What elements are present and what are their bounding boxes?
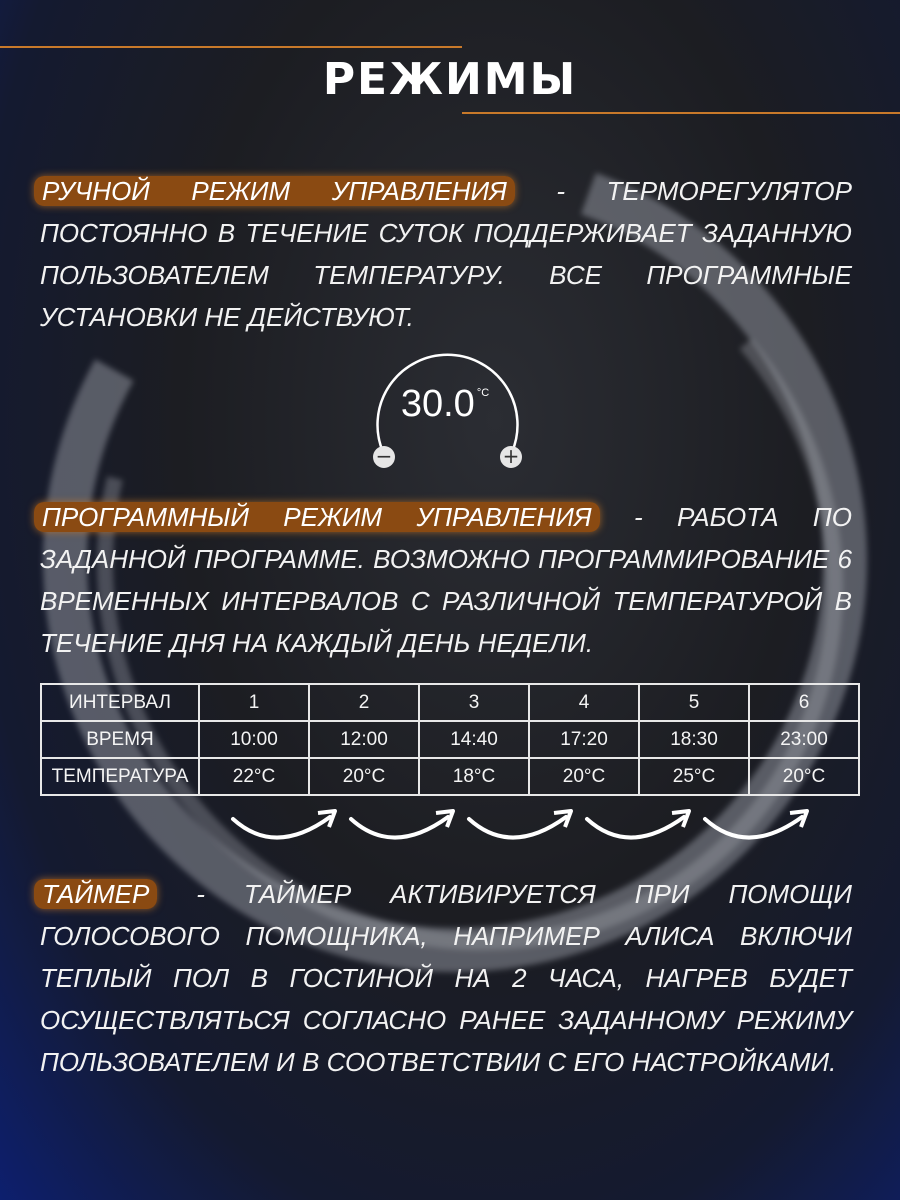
time-cell: 18:30: [639, 721, 749, 758]
temperature-cell: 25°C: [639, 758, 749, 795]
program-mode-label: ПРОГРАММНЫЙ РЕЖИМ УПРАВЛЕНИЯ: [34, 502, 600, 532]
row-header-time: ВРЕМЯ: [41, 721, 199, 758]
decrease-temperature-button[interactable]: −: [373, 446, 395, 468]
row-header-temperature: ТЕМПЕРАТУРА: [41, 758, 199, 795]
temperature-cell: 22°C: [199, 758, 309, 795]
schedule-table: [40, 683, 860, 796]
manual-mode-paragraph: [40, 170, 852, 338]
temperature-value: 30.0: [400, 383, 475, 425]
timer-text: - ТАЙМЕР АКТИВИРУЕТСЯ ПРИ ПОМОЩИ ГОЛОСОВОГО ПОМОЩНИКА, НАПРИМЕР АЛИСА ВКЛЮЧИ ТЕПЛЫЙ ПОЛ В ГОСТИНОЙ НА 2 ЧАСА, НАГРЕВ БУДЕТ ОСУЩЕСТВЛЯТЬСЯ СОГЛАСНО РАНЕЕ ЗАДАННОМУ РЕЖИМУ ПОЛЬЗОВАТЕЛЕМ И В СООТВЕТСТВИИ С ЕГО НАСТРОЙКАМИ.: [40, 879, 852, 1077]
interval-cell: 1: [199, 684, 309, 721]
arrow-icon: [233, 811, 335, 838]
thermostat-dial: [370, 340, 530, 470]
timer-paragraph: [40, 873, 852, 1083]
arrow-icon: [351, 811, 453, 838]
time-cell: 14:40: [419, 721, 529, 758]
time-cell: 10:00: [199, 721, 309, 758]
timer-label: ТАЙМЕР: [34, 879, 157, 909]
interval-cell: 2: [309, 684, 419, 721]
temperature-readout: [370, 383, 520, 426]
manual-mode-text: - ТЕРМОРЕГУЛЯТОР ПОСТОЯННО В ТЕЧЕНИЕ СУТОК ПОДДЕРЖИВАЕТ ЗАДАННУЮ ПОЛЬЗОВАТЕЛЕМ ТЕМПЕРАТУРУ. ВСЕ ПРОГРАММНЫЕ УСТАНОВКИ НЕ ДЕЙСТВУЮТ.: [40, 176, 852, 332]
program-mode-paragraph: [40, 496, 852, 664]
arrow-icon: [469, 811, 571, 838]
arrow-icon: [705, 811, 807, 838]
temperature-cell: 20°C: [749, 758, 859, 795]
table-row-interval: [41, 684, 859, 721]
temperature-cell: 20°C: [309, 758, 419, 795]
time-cell: 12:00: [309, 721, 419, 758]
header-line-top: [0, 46, 462, 48]
interval-cell: 6: [749, 684, 859, 721]
page-title: РЕЖИМЫ: [322, 54, 578, 105]
interval-cell: 3: [419, 684, 529, 721]
row-header-interval: ИНТЕРВАЛ: [41, 684, 199, 721]
arrow-icon: [587, 811, 689, 838]
manual-mode-label: РУЧНОЙ РЕЖИМ УПРАВЛЕНИЯ: [34, 176, 515, 206]
time-cell: 17:20: [529, 721, 639, 758]
table-row-time: [41, 721, 859, 758]
program-mode-text: - РАБОТА ПО ЗАДАННОЙ ПРОГРАММЕ. ВОЗМОЖНО ПРОГРАММИРОВАНИЕ 6 ВРЕМЕННЫХ ИНТЕРВАЛОВ С РАЗЛИЧНОЙ ТЕМПЕРАТУРОЙ В ТЕЧЕНИЕ ДНЯ НА КАЖДЫЙ ДЕНЬ НЕДЕЛИ.: [40, 502, 852, 658]
table-row-temperature: [41, 758, 859, 795]
time-cell: 23:00: [749, 721, 859, 758]
temperature-unit: °C: [476, 387, 490, 399]
temperature-cell: 18°C: [419, 758, 529, 795]
interval-cell: 4: [529, 684, 639, 721]
temperature-cell: 20°C: [529, 758, 639, 795]
interval-transition-arrows: [225, 805, 825, 855]
interval-cell: 5: [639, 684, 749, 721]
increase-temperature-button[interactable]: +: [500, 446, 522, 468]
header-line-bottom: [462, 112, 900, 114]
